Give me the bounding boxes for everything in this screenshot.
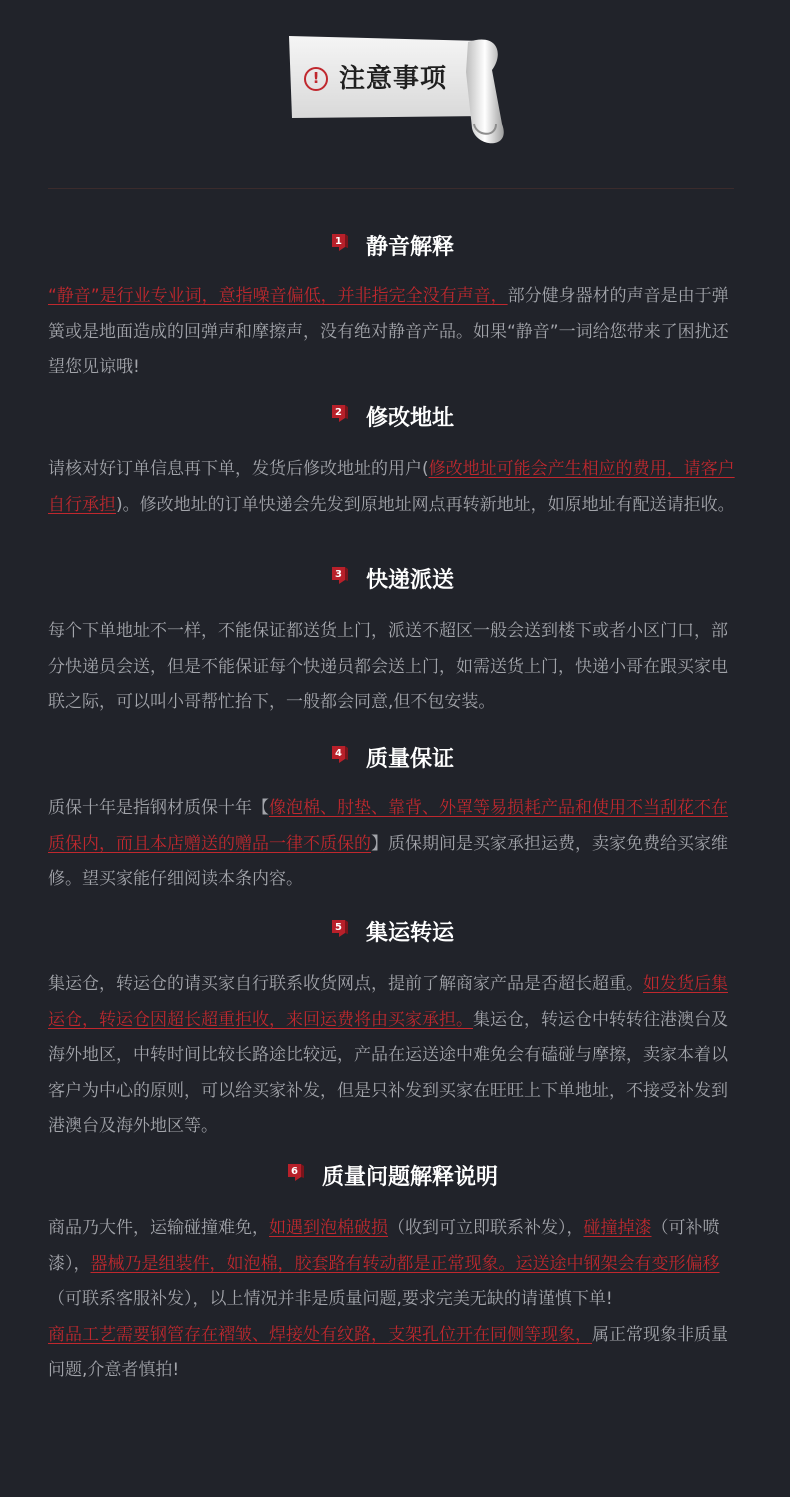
- body-text: 商品乃大件，运输碰撞难免，: [48, 1218, 269, 1238]
- highlight-text: 像泡棉、肘垫、靠背、外罩等易损耗产品和使用不当刮花不在质保内，而且本店赠送的赠品一律不质保的: [48, 798, 728, 854]
- section-silent: [48, 231, 738, 386]
- number-flag-icon: [332, 405, 348, 423]
- highlight-text: “静音”是行业专业词，意指噪音偏低，并非指完全没有声音，: [48, 286, 508, 306]
- section-header: [48, 231, 738, 265]
- section-number: 5: [335, 922, 342, 933]
- section-number: 1: [335, 236, 342, 247]
- section-paragraph: [48, 452, 738, 523]
- body-text: 质保十年是指钢材质保十年【: [48, 798, 269, 818]
- section-delivery: [48, 564, 738, 721]
- section-header: [48, 402, 738, 436]
- highlight-text: 如遇到泡棉破损: [269, 1218, 388, 1238]
- section-title: 质量问题解释说明: [321, 1165, 498, 1190]
- section-number: 3: [335, 569, 342, 580]
- body-text: 请核对好订单信息再下单，发货后修改地址的用户(: [48, 459, 429, 479]
- body-text: 属正常现象非质量问题,介意者慎拍!: [48, 1324, 728, 1380]
- section-title: 质量保证: [365, 747, 454, 772]
- section-paragraph: [48, 1318, 738, 1389]
- section-paragraph: [48, 791, 738, 898]
- header-divider: [48, 188, 734, 189]
- section-title: 集运转运: [365, 921, 454, 946]
- number-flag-icon: [332, 746, 348, 764]
- section-number: 2: [335, 407, 342, 418]
- page-title: 注意事项: [339, 64, 448, 94]
- body-text: 每个下单地址不一样，不能保证都送货上门，派送不超区一般会送到楼下或者小区门口，部分快递员会送，但是不能保证每个快递员都会送上门，如需送货上门，快递小哥在跟买家电联之际，可以叫小哥帮忙抬下，一般都会同意,但不包安装。: [48, 621, 728, 712]
- section-paragraph: [48, 279, 738, 386]
- section-number: 6: [291, 1166, 298, 1177]
- exclamation-circle-icon: !: [304, 67, 328, 91]
- body-text: （可联系客服补发），以上情况并非是质量问题,要求完美无缺的请谨慎下单!: [48, 1289, 613, 1309]
- section-title: 快递派送: [365, 568, 454, 593]
- number-flag-icon: [332, 920, 348, 938]
- body-text: )。修改地址的订单快递会先发到原地址网点再转新地址，如原地址有配送请拒收。: [116, 494, 735, 515]
- highlight-text: 碰撞掉漆: [583, 1218, 652, 1238]
- notice-banner: [286, 32, 511, 144]
- body-text: （可补喷漆），: [48, 1218, 720, 1274]
- section-title: 修改地址: [365, 406, 454, 431]
- section-number: 4: [335, 748, 342, 759]
- highlight-text: 商品工艺需要钢管存在褶皱、焊接处有纹路，支架孔位开在同侧等现象，: [48, 1324, 592, 1345]
- body-text: （收到可立即联系补发），: [388, 1218, 584, 1238]
- section-header: [48, 1161, 738, 1195]
- body-text: 集运仓，转运仓中转转往港澳台及海外地区，中转时间比较长路途比较远，产品在运送途中难免会有磕碰与摩擦，卖家本着以客户为中心的原则，可以给买家补发，但是只补发到买家在旺旺上下单地址，不接受补发到港澳台及海外地区等。: [48, 1009, 728, 1136]
- section-header: [48, 564, 738, 598]
- section-paragraph: [48, 1211, 738, 1318]
- highlight-text: 如发货后集运仓，转运仓因超长超重拒收，来回运费将由买家承担。: [48, 974, 728, 1030]
- body-text: 】质保期间是买家承担运费，卖家免费给买家维修。望买家能仔细阅读本条内容。: [48, 833, 728, 889]
- number-flag-icon: [332, 234, 348, 252]
- section-header: [48, 917, 738, 951]
- body-text: 部分健身器材的声音是由于弹簧或是地面造成的回弹声和摩擦声，没有绝对静音产品。如果“静音”一词给您带来了困扰还望您见谅哦!: [48, 286, 729, 377]
- section-transfer: [48, 917, 738, 1145]
- number-flag-icon: [288, 1164, 304, 1182]
- section-address: [48, 402, 738, 523]
- section-header: [48, 743, 738, 777]
- highlight-text: 修改地址可能会产生相应的费用，请客户自行承担: [48, 459, 735, 515]
- section-paragraph: [48, 967, 738, 1145]
- highlight-text: 器械乃是组装件，如泡棉，胶套路有转动都是正常现象。运送途中钢架会有变形偏移: [90, 1253, 720, 1274]
- section-quality-issues: [48, 1161, 738, 1389]
- body-text: 集运仓，转运仓的请买家自行联系收货网点，提前了解商家产品是否超长超重。: [48, 974, 643, 994]
- section-paragraph: [48, 614, 738, 721]
- section-title: 静音解释: [365, 235, 454, 260]
- number-flag-icon: [332, 567, 348, 585]
- section-warranty: [48, 743, 738, 898]
